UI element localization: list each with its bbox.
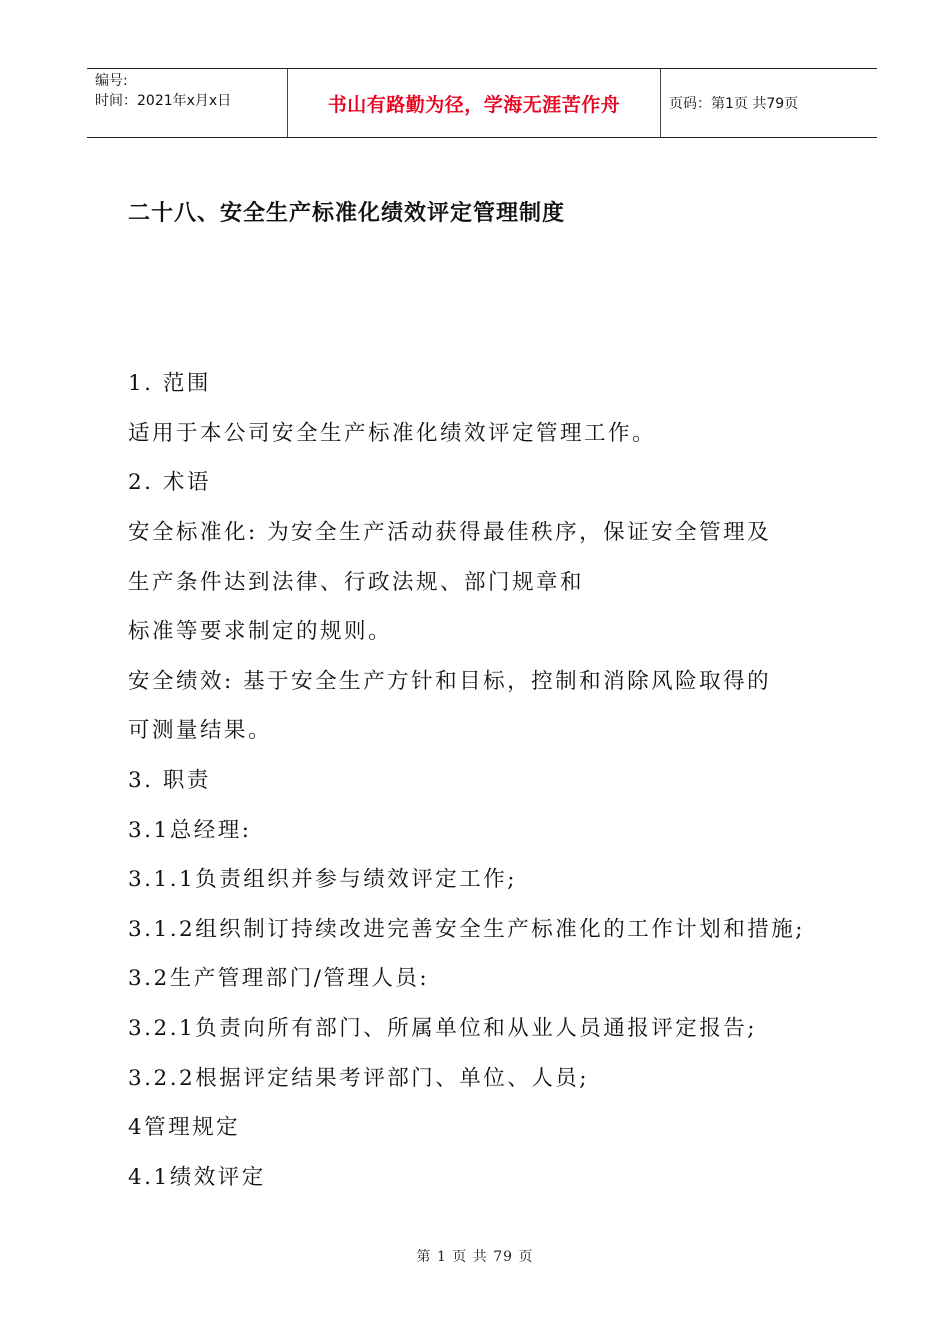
paragraph-scope: 适用于本公司安全生产标准化绩效评定管理工作。: [128, 421, 657, 446]
document-time: 时间：2021年x月x日: [95, 93, 232, 109]
header-meta: [87, 69, 288, 137]
list-item-3-1-2: 3.1.2组织制订持续改进完善安全生产标准化的工作计划和措施;: [128, 917, 805, 942]
section-heading-scope: 1. 范围: [128, 371, 211, 396]
section-heading-management: 4管理规定: [128, 1115, 241, 1140]
subheading-performance-evaluation: 4.1绩效评定: [128, 1165, 266, 1190]
list-item-3-2-1: 3.2.1负责向所有部门、所属单位和从业人员通报评定报告;: [128, 1016, 757, 1041]
paragraph-term-standardization: 安全标准化: 为安全生产活动获得最佳秩序，保证安全管理及: [128, 520, 772, 545]
paragraph-term-performance: 安全绩效: 基于安全生产方针和目标，控制和消除风险取得的: [128, 669, 772, 694]
page-header: [87, 68, 877, 138]
paragraph-term-performance-cont: 可测量结果。: [128, 718, 273, 743]
paragraph-term-standardization-end: 标准等要求制定的规则。: [128, 619, 393, 644]
header-motto-cell: [288, 69, 661, 137]
page-footer: 第 1 页 共 79 页: [416, 1249, 534, 1265]
section-heading-duties: 3. 职责: [128, 768, 211, 793]
list-item-3-2-2: 3.2.2根据评定结果考评部门、单位、人员;: [128, 1066, 589, 1091]
header-motto: 书山有路勤为径，学海无涯苦作舟: [327, 93, 621, 116]
paragraph-term-standardization-cont: 生产条件达到法律、行政法规、部门规章和: [128, 570, 585, 595]
document-title: 二十八、安全生产标准化绩效评定管理制度: [128, 201, 566, 226]
document-number: 编号:: [95, 73, 128, 89]
section-heading-terms: 2. 术语: [128, 470, 211, 495]
header-page-info: 页码：第1页 共79页: [669, 96, 799, 112]
list-item-3-1-1: 3.1.1负责组织并参与绩效评定工作;: [128, 867, 517, 892]
subheading-production-dept: 3.2生产管理部门/管理人员:: [128, 966, 430, 991]
subheading-general-manager: 3.1总经理:: [128, 818, 252, 843]
